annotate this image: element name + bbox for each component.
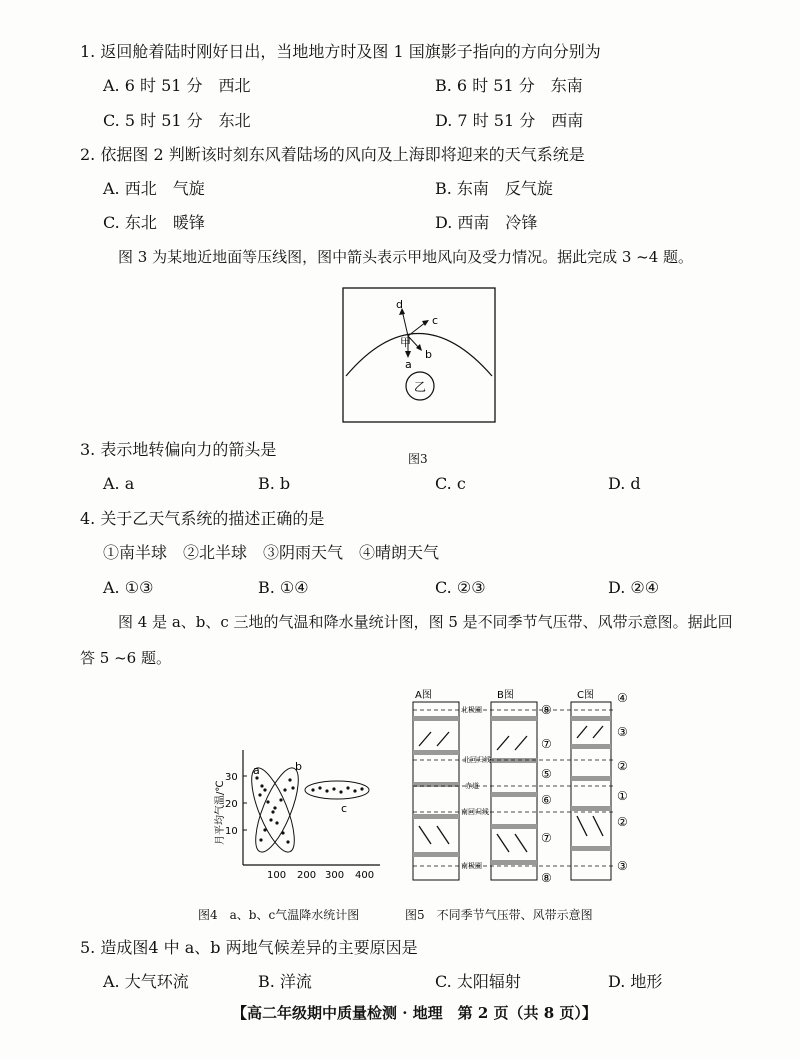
fig5-title-b: B图 <box>497 690 514 701</box>
fig3-label-jia: 甲 <box>400 336 411 349</box>
fig4-label-a: a <box>253 764 260 777</box>
fig5-title-c: C图 <box>577 690 594 701</box>
fig4-xtick-200: 200 <box>297 870 317 881</box>
q5-option-c[interactable]: C. 太阳辐射 <box>435 972 521 991</box>
fig4-ytick-10: 10 <box>225 826 238 837</box>
fig5-lat-equator: 赤道 <box>465 782 479 790</box>
fig4-xtick-100: 100 <box>267 870 287 881</box>
q2-option-c[interactable]: C. 东北 暖锋 <box>103 213 205 232</box>
q3-option-b[interactable]: B. b <box>258 474 291 493</box>
fig5-lat-tropic-n: 北回归线 <box>463 756 491 764</box>
intro-5-6-line1: 图 4 是 a、b、c 三地的气温和降水量统计图，图 5 是不同季节气压带、风带示意图。据此回 <box>118 613 733 631</box>
figure-4-caption: 图4 a、b、c气温降水统计图 <box>198 908 360 922</box>
fig5-mid-num-2: ⑦ <box>541 737 552 751</box>
q4-option-b[interactable]: B. ①④ <box>258 578 309 597</box>
figure-5-pressure-belts-diagram <box>405 688 635 888</box>
figure-5-caption: 图5 不同季节气压带、风带示意图 <box>405 908 593 922</box>
fig3-label-d: d <box>396 298 403 311</box>
fig4-ylabel: 月平均气温/℃ <box>215 780 226 845</box>
fig5-lat-tropic-s: 南回归线 <box>461 808 489 816</box>
fig4-xtick-300: 300 <box>325 870 345 881</box>
q3-option-a[interactable]: A. a <box>103 474 135 493</box>
fig5-mid-num-5: ⑦ <box>541 831 552 845</box>
intro-3-4: 图 3 为某地近地面等压线图，图中箭头表示甲地风向及受力情况。据此完成 3 ~4 题。 <box>118 248 694 266</box>
figure-4-scatter-chart <box>205 740 385 890</box>
q2-stem: 2. 依据图 2 判断该时刻东风着陆场的风向及上海即将迎来的天气系统是 <box>80 145 585 164</box>
fig5-right-num-3: ② <box>617 759 628 773</box>
fig5-right-num-1: ④ <box>617 691 628 705</box>
fig5-mid-num-6: ⑧ <box>541 871 552 885</box>
q2-option-b[interactable]: B. 东南 反气旋 <box>435 179 553 198</box>
q2-option-a[interactable]: A. 西北 气旋 <box>103 179 205 198</box>
fig4-label-b: b <box>295 760 302 773</box>
q2-option-d[interactable]: D. 西南 冷锋 <box>435 213 538 232</box>
fig3-label-yi: 乙 <box>414 380 427 394</box>
fig5-mid-num-1: ⑧ <box>541 703 552 717</box>
fig3-label-c: c <box>432 314 439 327</box>
fig5-mid-num-4: ⑥ <box>541 793 552 807</box>
q4-option-c[interactable]: C. ②③ <box>435 578 486 597</box>
fig5-right-num-6: ③ <box>617 859 628 873</box>
q5-option-d[interactable]: D. 地形 <box>608 972 663 991</box>
q5-stem: 5. 造成图4 中 a、b 两地气候差异的主要原因是 <box>80 938 418 957</box>
q3-stem: 3. 表示地转偏向力的箭头是 <box>80 440 277 459</box>
q1-option-b[interactable]: B. 6 时 51 分 东南 <box>435 76 583 95</box>
fig5-right-num-4: ① <box>617 789 628 803</box>
q1-option-a[interactable]: A. 6 时 51 分 西北 <box>103 76 251 95</box>
q3-option-d[interactable]: D. d <box>608 474 641 493</box>
fig4-xtick-400: 400 <box>355 870 375 881</box>
q1-option-d[interactable]: D. 7 时 51 分 西南 <box>435 111 584 130</box>
q4-option-d[interactable]: D. ②④ <box>608 578 660 597</box>
fig5-mid-num-3: ⑤ <box>541 767 552 781</box>
intro-5-6-line2: 答 5 ~6 题。 <box>80 649 171 667</box>
q5-option-b[interactable]: B. 洋流 <box>258 972 312 991</box>
q4-option-a[interactable]: A. ①③ <box>103 578 154 597</box>
fig3-label-a: a <box>405 358 412 371</box>
fig4-ytick-20: 20 <box>225 799 238 810</box>
fig5-right-num-2: ③ <box>617 725 628 739</box>
fig4-label-c: c <box>341 802 348 815</box>
fig3-label-b: b <box>425 348 432 361</box>
page-footer: 【高二年级期中质量检测 · 地理 第 2 页（共 8 页）】 <box>232 1004 597 1022</box>
fig5-lat-arctic: 北极圈 <box>461 706 482 714</box>
figure-3-isobar-diagram <box>340 286 500 426</box>
q4-choices: ①南半球 ②北半球 ③阴雨天气 ④晴朗天气 <box>103 543 440 562</box>
fig5-title-a: A图 <box>415 690 432 701</box>
fig4-ytick-30: 30 <box>225 772 238 783</box>
q4-stem: 4. 关于乙天气系统的描述正确的是 <box>80 509 325 528</box>
q1-stem: 1. 返回舱着陆时刚好日出，当地地方时及图 1 国旗影子指向的方向分别为 <box>80 42 601 61</box>
q3-option-c[interactable]: C. c <box>435 474 466 493</box>
figure-3-caption: 图3 <box>408 452 428 466</box>
q5-option-a[interactable]: A. 大气环流 <box>103 972 189 991</box>
fig5-lat-antarctic: 南极圈 <box>461 862 482 870</box>
fig5-right-num-5: ② <box>617 815 628 829</box>
q1-option-c[interactable]: C. 5 时 51 分 东北 <box>103 111 251 130</box>
